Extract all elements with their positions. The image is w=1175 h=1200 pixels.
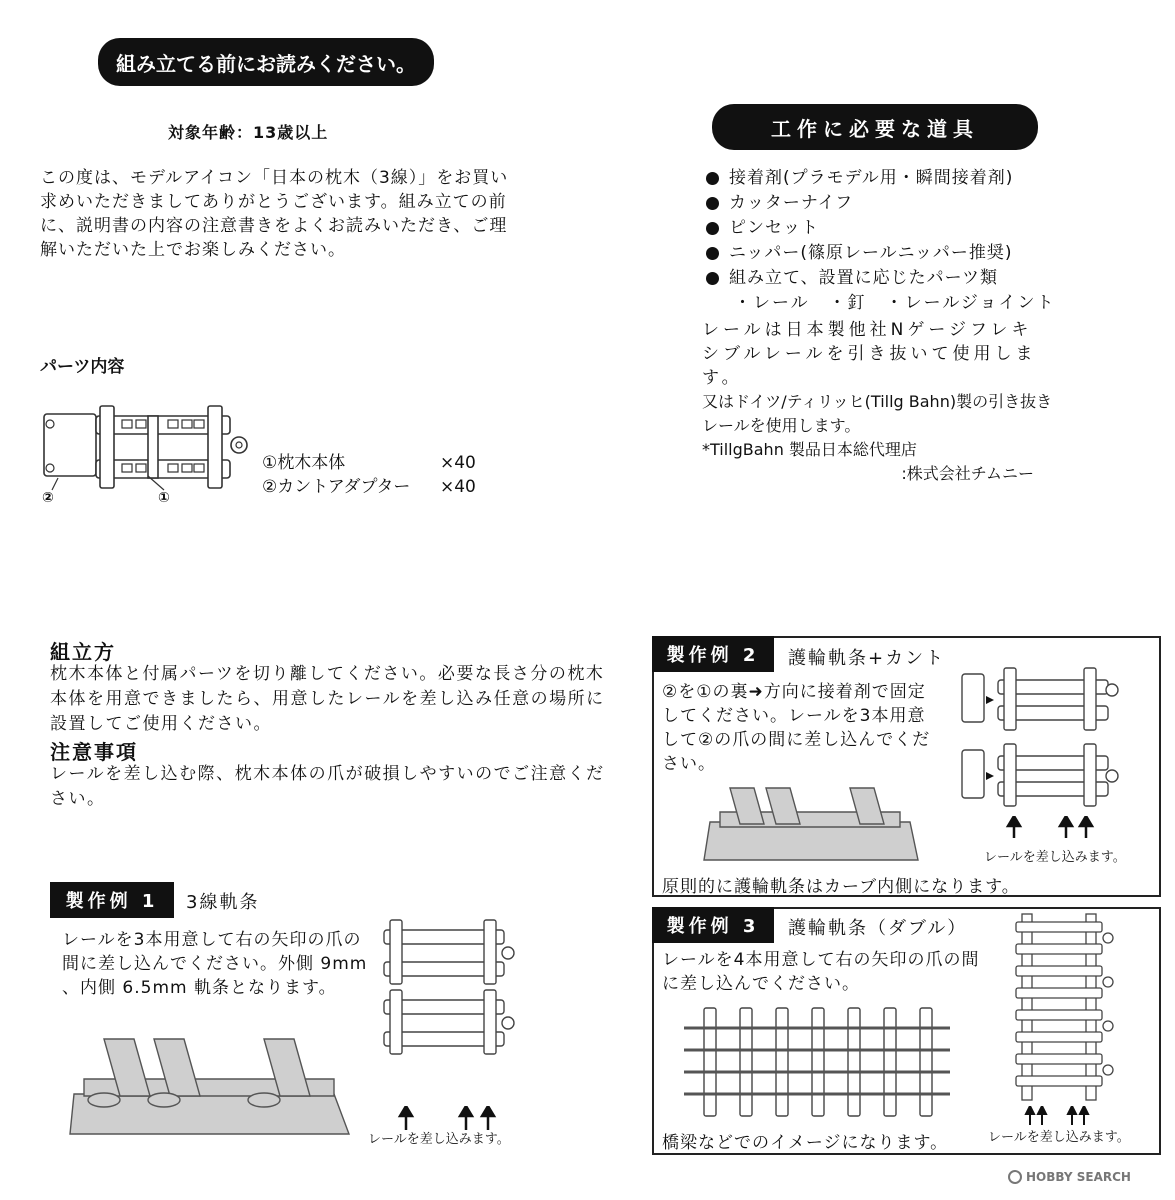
sleeper-parts-diagram	[38, 398, 248, 493]
example1-caption: レールを差し込みます。	[368, 1132, 510, 1147]
example2-3d-illustration	[700, 782, 920, 864]
tool-item	[706, 191, 1066, 216]
parts-heading: パーツ内容	[40, 357, 125, 377]
example1-3d-illustration	[64, 1024, 354, 1142]
example2-text: ②を①の裏➜方向に接着剤で固定してください。レールを3本用意して②の爪の間に差し込んでください。	[662, 682, 931, 774]
rail-note: レールは日本製他社Nゲージフレキシブルレールを引き抜いて使用します。	[702, 320, 1037, 388]
tool-item	[706, 266, 1066, 291]
watermark	[1008, 1170, 1131, 1184]
tool-label: 組み立て、設置に応じたパーツ類	[729, 268, 998, 288]
tillg-agent: :株式会社チムニー	[901, 464, 1034, 483]
bullet-icon	[706, 172, 719, 185]
bullet-icon	[706, 222, 719, 235]
example3-text: レールを4本用意して右の矢印の爪の間に差し込んでください。	[662, 950, 980, 994]
caution-text: レールを差し込む際、枕木本体の爪が破損しやすいのでご注意ください。	[50, 764, 605, 809]
parts-row	[262, 475, 476, 499]
parts-row	[262, 451, 476, 475]
part-name: ②カントアダプター	[262, 477, 411, 497]
example3-note: 橋梁などでのイメージになります。	[662, 1133, 949, 1153]
part-qty: ×40	[440, 477, 476, 497]
parts-list	[262, 451, 476, 499]
example3-title: 護輪軌条（ダブル）	[788, 918, 968, 939]
callout-part2: ②	[42, 490, 54, 506]
example1-tag: 製作例 1	[50, 882, 174, 918]
part-name: ①枕木本体	[262, 453, 346, 473]
example2-tag: 製作例 2	[652, 636, 774, 672]
logo-icon	[1008, 1170, 1022, 1184]
example2-note: 原則的に護輪軌条はカーブ内側になります。	[662, 877, 1020, 897]
assembly-heading: 組立方	[50, 640, 116, 664]
tool-label: 接着剤(プラモデル用・瞬間接着剤)	[729, 168, 1014, 188]
example2-caption: レールを差し込みます。	[984, 850, 1126, 865]
tool-item	[706, 216, 1066, 241]
tools-list	[706, 166, 1066, 316]
example2-arrows	[1004, 816, 1104, 840]
example3-sleeper-diagram	[1014, 912, 1118, 1102]
tillg-note: 又はドイツ/ティリッヒ(Tillg Bahn)製の引き抜きレールを使用します。	[702, 392, 1053, 435]
tool-item	[706, 241, 1066, 266]
example1-title: 3線軌条	[186, 892, 260, 913]
tool-subitems: ・レール ・釘 ・レールジョイント	[734, 293, 1056, 313]
part-qty: ×40	[440, 453, 476, 473]
main-title: 組み立てる前にお読みください。	[98, 38, 434, 86]
assembly-text: 枕木本体と付属パーツを切り離してください。必要な長さ分の枕木本体を用意できましたら、用意したレールを差し込み任意の場所に設置してご使用ください。	[50, 664, 605, 734]
example3-arrows	[1024, 1106, 1114, 1126]
bullet-icon	[706, 197, 719, 210]
watermark-text: HOBBY SEARCH	[1026, 1170, 1131, 1184]
example1-sleeper-diagram	[380, 916, 520, 1056]
intro-text: この度は、モデルアイコン「日本の枕木（3線）」をお買い求めいただきましてありがとうございます。組み立ての前に、説明書の内容の注意書きをよくお読みいただき、ご理解いただいた上でお楽しみください。	[40, 168, 509, 260]
example3-bridge-illustration	[682, 1004, 952, 1120]
tools-heading: 工作に必要な道具	[712, 104, 1038, 150]
tool-label: ピンセット	[729, 218, 819, 238]
bullet-icon	[706, 272, 719, 285]
tool-label: カッターナイフ	[729, 193, 854, 213]
example2-title: 護輪軌条+カント	[788, 648, 946, 669]
example3-caption: レールを差し込みます。	[988, 1130, 1130, 1145]
callout-part1: ①	[158, 490, 170, 506]
example2-sleeper-diagram	[960, 660, 1120, 810]
tool-item	[706, 166, 1066, 191]
caution-heading: 注意事項	[50, 740, 138, 764]
example3-tag: 製作例 3	[652, 907, 774, 943]
age-notice: 対象年齢：13歳以上	[168, 123, 329, 142]
tillg-distributor: *TillgBahn 製品日本総代理店	[702, 440, 917, 459]
example1-text: レールを3本用意して右の矢印の爪の間に差し込んでください。外側 9mm 、内側 6.5mm 軌条となります。	[62, 930, 368, 998]
tillg-note-block	[702, 390, 1062, 486]
tool-label: ニッパー(篠原レールニッパー推奨)	[729, 243, 1013, 263]
bullet-icon	[706, 247, 719, 260]
